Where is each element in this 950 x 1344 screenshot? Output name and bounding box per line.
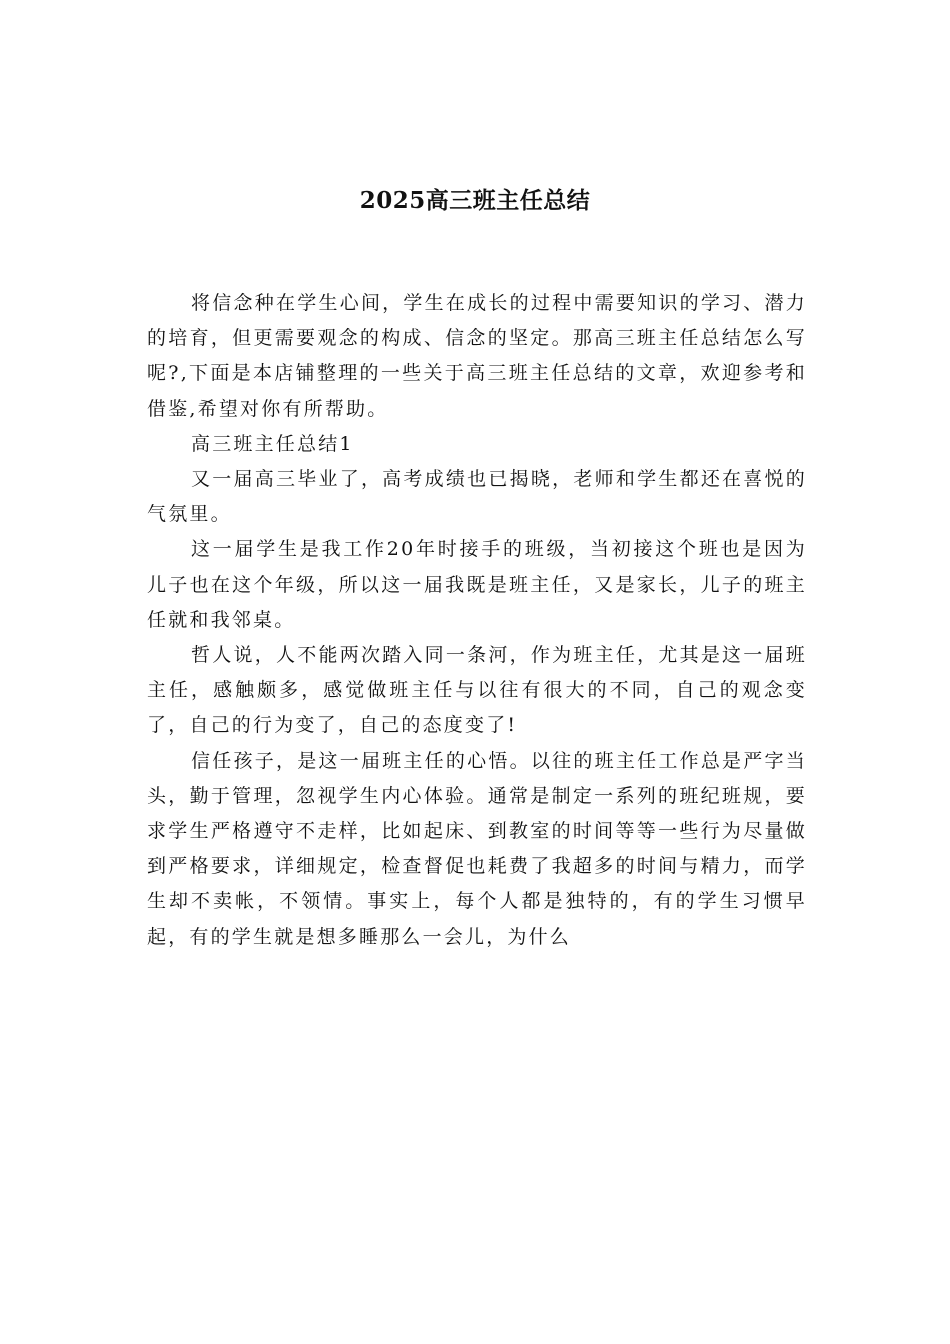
document-title: 2025高三班主任总结 xyxy=(359,187,591,214)
paragraph: 哲人说，人不能两次踏入同一条河，作为班主任，尤其是这一届班主任，感触颇多，感觉做班主任与以往有很大的不同，自己的观念变了，自己的行为变了，自己的态度变了! xyxy=(147,644,807,737)
section-heading: 高三班主任总结1 xyxy=(191,432,354,455)
paragraph: 这一届学生是我工作20年时接手的班级，当初接这个班也是因为儿子也在这个年级，所以这一届我既是班主任，又是家长，儿子的班主任就和我邻桌。 xyxy=(147,538,807,631)
paragraph-intro: 将信念种在学生心间，学生在成长的过程中需要知识的学习、潜力的培育，但更需要观念的构成、信念的坚定。那高三班主任总结怎么写呢?,下面是本店铺整理的一些关于高三班主任总结的文章，欢迎参考和借鉴,希望对你有所帮助。 xyxy=(147,292,807,420)
paragraph: 信任孩子，是这一届班主任的心悟。以往的班主任工作总是严字当头，勤于管理，忽视学生内心体验。通常是制定一系列的班纪班规，要求学生严格遵守不走样，比如起床、到教室的时间等等一些行为尽量做到严格要求，详细规定，检查督促也耗费了我超多的时间与精力，而学生却不卖帐，不领情。事实上，每个人都是独特的，有的学生习惯早起，有的学生就是想多睡那么一会儿，为什么 xyxy=(147,749,807,948)
document-body xyxy=(147,286,807,955)
paragraph: 又一届高三毕业了，高考成绩也已揭晓，老师和学生都还在喜悦的气氛里。 xyxy=(147,468,807,526)
